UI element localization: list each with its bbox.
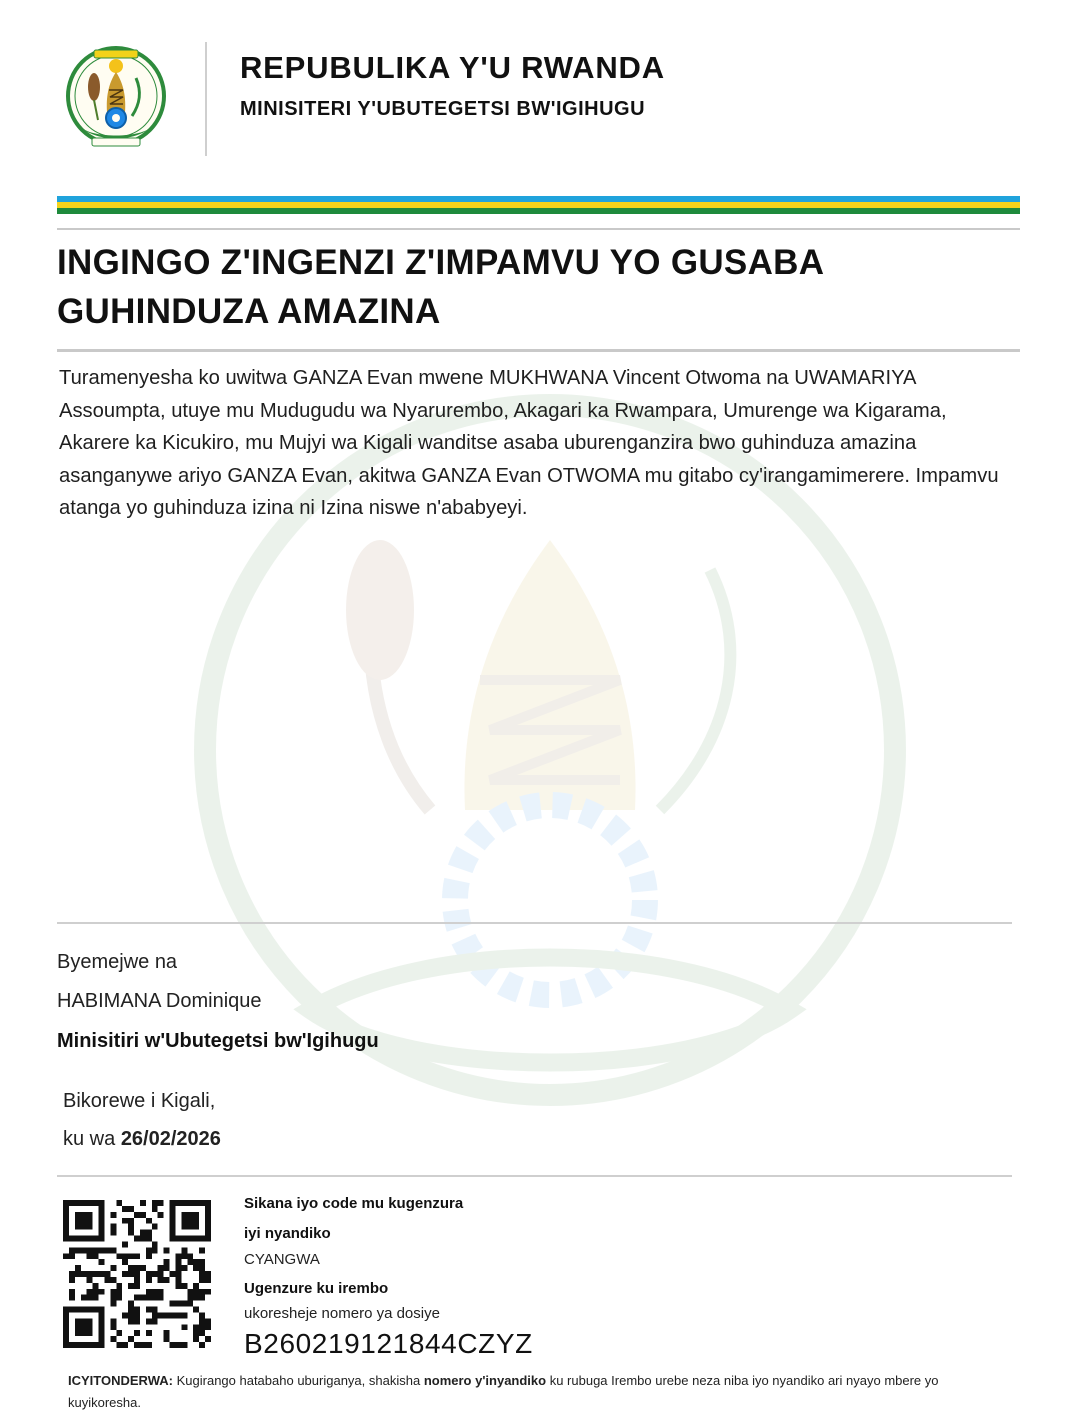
place-issued: Bikorewe i Kigali, [63,1090,216,1112]
ministry-title: MINISITERI Y'UBUTEGETSI BW'IGIHUGU [240,98,646,120]
file-number: B260219121844CZYZ [244,1328,533,1359]
title-bottom-rule [57,349,1020,352]
header-divider [205,42,207,156]
irembo-instruction: Ugenzure ku irembo [244,1280,389,1297]
document-title: INGINGO Z'INGENZI Z'IMPAMVU YO GUSABA GUHINDUZA AMAZINA [57,243,824,331]
date-issued [63,1128,221,1151]
signatory-name: HABIMANA Dominique [57,990,262,1012]
footer-rule [57,1175,1012,1177]
scan-instruction-2: iyi nyandiko [244,1225,331,1242]
file-number-hint: ukoresheje nomero ya dosiye [244,1305,440,1322]
scan-instruction: Sikana iyo code mu kugenzura [244,1195,464,1212]
issue-date: 26/02/2026 [120,1128,221,1150]
approved-by-label: Byemejwe na [57,951,178,973]
rwanda-coat-of-arms [64,42,168,154]
note-text-1: Kugirango hatabaho uburiganya, shakisha [176,1373,421,1388]
document-body: Turamenyesha ko uwitwa GANZA Evan mwene MUKHWANA Vincent Otwoma na UWAMARIYA Assoumpta, utuye mu Mudugudu wa Nyarurembo, Akagari ka Rwampara, Umurenge wa Kigarama, Akarere ka Kicukiro, mu Mujyi wa Kigali wanditse asaba uburenganzira bwo guhinduza amazina asanganywe ariyo GANZA Evan, akitwa GANZA Evan OTWOMA mu gitabo cy'irangamimerere. Impamvu atanga yo guhinduza izina ni Izina niswe n'ababyeyi. [59,367,999,520]
republic-title: REPUBULIKA Y'U RWANDA [240,50,665,85]
signature-rule [57,922,1012,924]
note-bold: nomero y'inyandiko [423,1373,547,1388]
title-top-rule [57,228,1020,230]
note-label: ICYITONDERWA: [68,1373,173,1388]
signatory-title: Minisitiri w'Ubutegetsi bw'Igihugu [57,1030,379,1052]
caution-note [68,1370,993,1414]
or-label: CYANGWA [244,1251,320,1268]
flag-stripe-green [57,208,1020,214]
note-text-2: ku rubuga Irembo urebe neza niba iyo nyandiko ari nyayo mbere yo kuyikoresha. [68,1373,939,1410]
qr-code[interactable] [63,1200,211,1348]
date-prefix: ku wa [63,1128,116,1150]
flag-stripes [57,196,1020,214]
